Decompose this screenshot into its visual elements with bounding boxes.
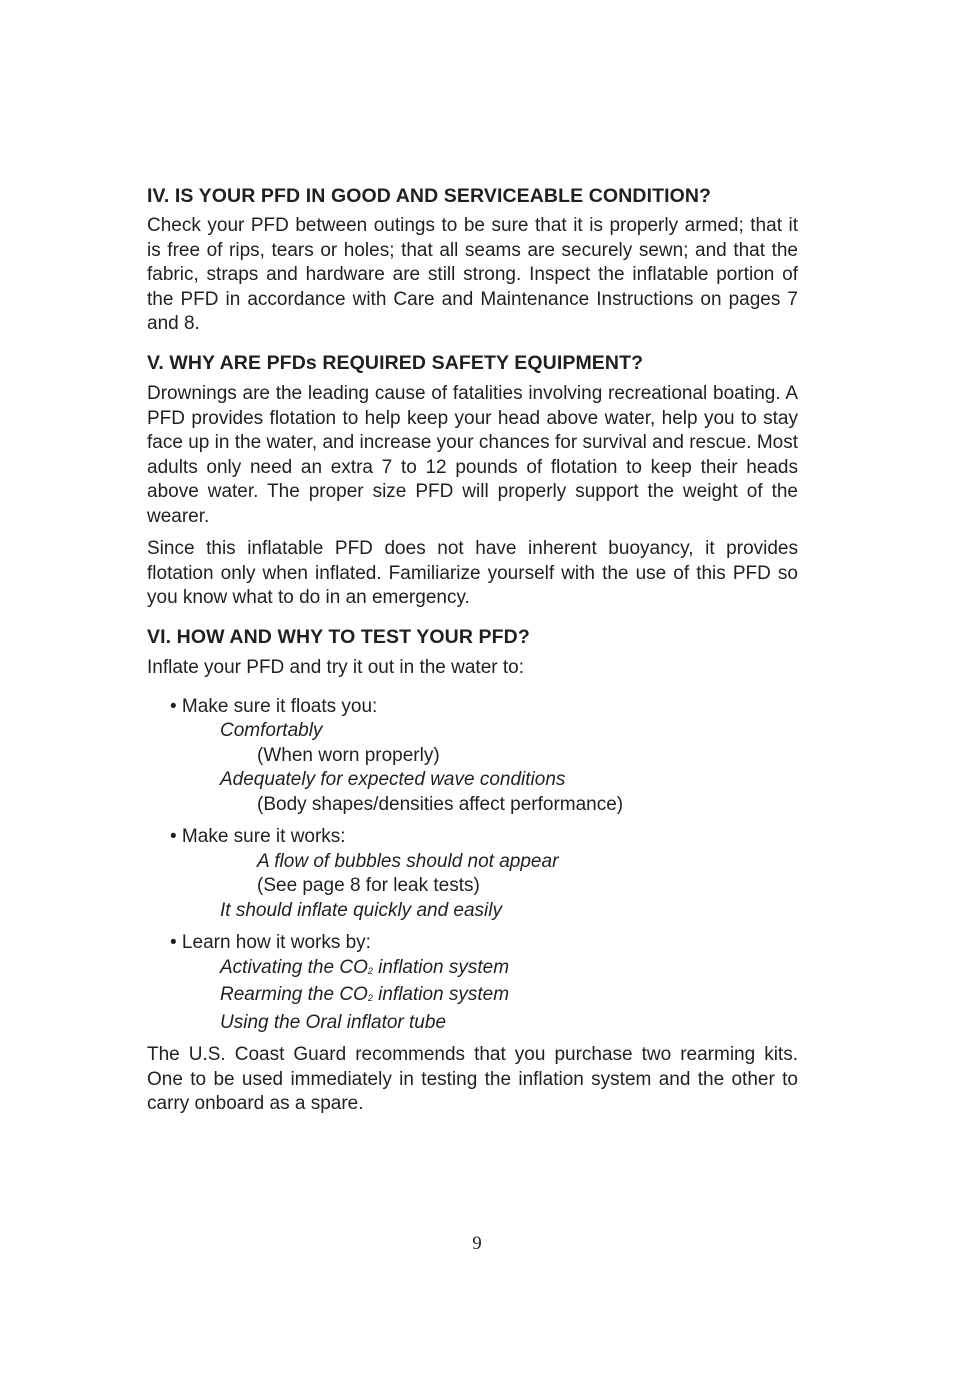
section-iv-paragraph: Check your PFD between outings to be sure that it is properly armed; that it is free of rips, tears or holes; that all seams are securely sewn; and that the fabric, straps and hardware are still strong. Inspect the inflatable portion of the PFD in accordance with Care and Maintenance Instructions on pages 7 and 8. [147, 215, 798, 335]
paragraph-gap [147, 529, 798, 537]
sub-item-text: Rearming the CO [220, 984, 368, 1006]
sub-item: Using the Oral inflator tube [220, 1011, 447, 1033]
section-v-paragraph-1: Drownings are the leading cause of fatalities involving recreational boating. A PFD provides flotation to help keep your head above water, help you to stay face up in the water, and increase your chances for survival and rescue. Most adults only need an extra 7 to 12 pounds of flotation to keep their heads above water. The proper size PFD will properly support the weight of the wearer. [147, 383, 798, 527]
sub-item-text: inflation system [372, 956, 510, 978]
sub-item: Comfortably [220, 720, 323, 742]
sub-item-note: (When worn properly) [257, 744, 440, 766]
page-number: 9 [472, 1233, 482, 1254]
sub-item [147, 956, 798, 984]
section-vi-heading: VI. HOW AND WHY TO TEST YOUR PFD? [147, 625, 530, 648]
subscript: 2 [367, 965, 373, 976]
subscript: 2 [367, 993, 373, 1004]
sub-item: A flow of bubbles should not appear [257, 850, 559, 872]
sub-item-note: (Body shapes/densities affect performance) [257, 793, 624, 815]
sub-item-text: Activating the CO [220, 956, 368, 978]
bullet-works: • Make sure it works: [170, 826, 346, 848]
section-vi-intro: Inflate your PFD and try it out in the water to: [147, 657, 525, 679]
test-list [147, 695, 798, 1036]
list-item [147, 825, 798, 923]
list-item [147, 695, 798, 818]
page-content [147, 184, 798, 1117]
section-v-heading: V. WHY ARE PFDs REQUIRED SAFETY EQUIPMENT? [147, 351, 644, 374]
sub-item-note: (See page 8 for leak tests) [257, 875, 480, 897]
sub-item: Adequately for expected wave conditions [220, 769, 566, 791]
bullet-learn: • Learn how it works by: [170, 932, 371, 954]
sub-item: It should inflate quickly and easily [220, 899, 502, 921]
closing-paragraph: The U.S. Coast Guard recommends that you purchase two rearming kits. One to be used immediately in testing the inflation system and the other to carry onboard as a spare. [147, 1044, 798, 1115]
section-iv-heading: IV. IS YOUR PFD IN GOOD AND SERVICEABLE CONDITION? [147, 185, 712, 207]
sub-item [147, 983, 798, 1011]
list-item [147, 931, 798, 1035]
bullet-floats: • Make sure it floats you: [170, 695, 378, 717]
sub-item-text: inflation system [372, 984, 510, 1006]
section-v-paragraph-2: Since this inflatable PFD does not have inherent buoyancy, it provides flotation only when inflated. Familiarize yourself with the use of this PFD so you know what to do in an emergency. [147, 538, 798, 609]
